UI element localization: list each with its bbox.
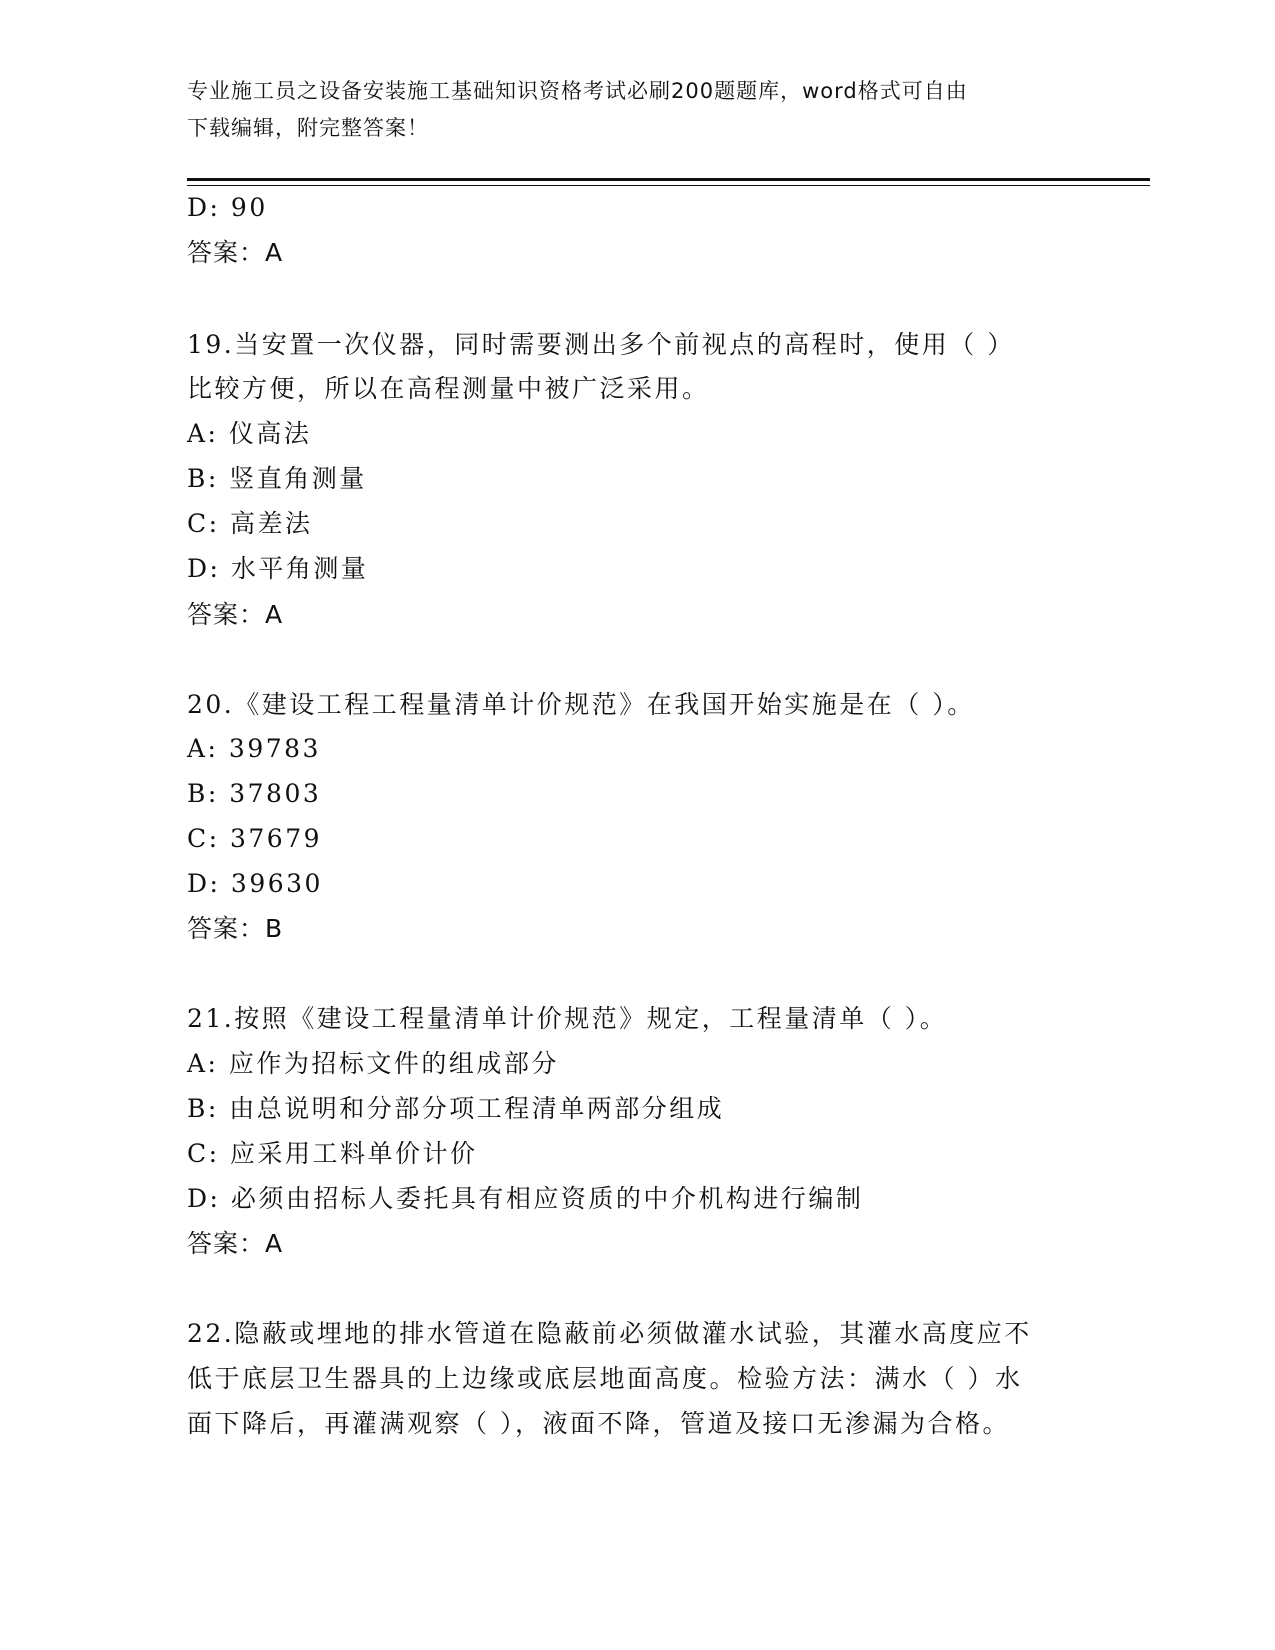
header-title-line-1: 专业施工员之设备安装施工基础知识资格考试必刷200题题库，word格式可自由 <box>187 79 968 103</box>
q22-stem-line-3: 面下降后，再灌满观察（ ），液面不降，管道及接口无渗漏为合格。 <box>187 1409 1010 1438</box>
q21-option-c: C: 应采用工料单价计价 <box>187 1139 478 1168</box>
q22-stem-line-2: 低于底层卫生器具的上边缘或底层地面高度。检验方法：满水（ ）水 <box>187 1364 1023 1393</box>
q22-stem-line-1: 22.隐蔽或埋地的排水管道在隐蔽前必须做灌水试验，其灌水高度应不 <box>187 1319 1032 1348</box>
prev-answer: 答案：A <box>187 238 284 267</box>
q21-answer: 答案：A <box>187 1229 284 1258</box>
q19-stem-line-2: 比较方便，所以在高程测量中被广泛采用。 <box>187 374 710 403</box>
q20-stem-line-1: 20.《建设工程工程量清单计价规范》在我国开始实施是在（ ）。 <box>187 690 975 719</box>
q21-option-d: D: 必须由招标人委托具有相应资质的中介机构进行编制 <box>187 1184 864 1213</box>
q21-option-b: B: 由总说明和分部分项工程清单两部分组成 <box>187 1094 725 1123</box>
q21-option-a: A: 应作为招标文件的组成部分 <box>187 1049 559 1078</box>
prev-option-d: D: 90 <box>187 193 268 222</box>
q19-answer: 答案：A <box>187 600 284 629</box>
q20-option-c: C: 37679 <box>187 824 323 853</box>
q19-option-a: A: 仪高法 <box>187 419 312 448</box>
q19-option-d: D: 水平角测量 <box>187 554 369 583</box>
q20-option-d: D: 39630 <box>187 869 323 898</box>
q21-stem-line-1: 21.按照《建设工程量清单计价规范》规定，工程量清单（ ）。 <box>187 1004 948 1033</box>
q20-option-a: A: 39783 <box>187 734 321 763</box>
q19-stem-line-1: 19.当安置一次仪器，同时需要测出多个前视点的高程时，使用（ ） <box>187 330 1015 359</box>
q20-option-b: B: 37803 <box>187 779 322 808</box>
q19-option-b: B: 竖直角测量 <box>187 464 367 493</box>
q19-option-c: C: 高差法 <box>187 509 313 538</box>
header-title-line-2: 下载编辑，附完整答案！ <box>187 116 429 140</box>
header-divider <box>187 178 1150 186</box>
page-header <box>187 73 1087 147</box>
q20-answer: 答案：B <box>187 914 284 943</box>
